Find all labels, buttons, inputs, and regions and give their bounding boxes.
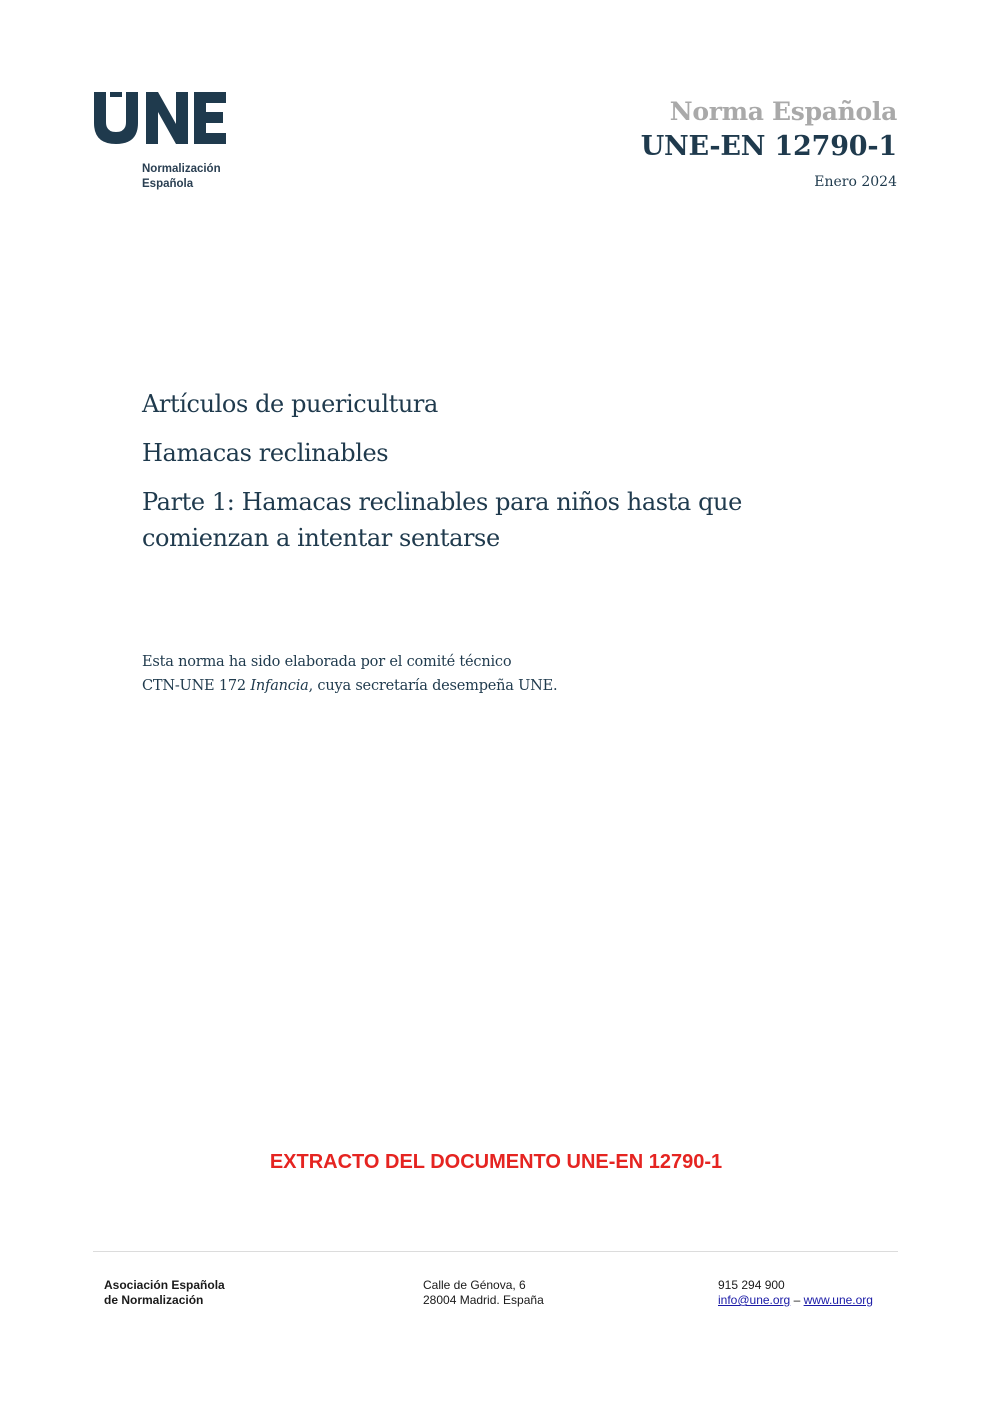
title-part-line2: comienzan a intentar sentarse (142, 524, 500, 552)
committee-line1: Esta norma ha sido elaborada por el comité técnico (142, 654, 512, 670)
title-part (142, 484, 842, 556)
website-link[interactable]: www.une.org (803, 1293, 873, 1307)
title-sub: Hamacas reclinables (142, 439, 389, 467)
footer-address-line2: 28004 Madrid. España (423, 1293, 544, 1307)
committee-name: Infancia (250, 678, 309, 694)
logo-subtitle-line1: Normalización (142, 163, 221, 175)
title-main: Artículos de puericultura (142, 390, 438, 418)
une-logo (92, 88, 242, 190)
title-part-line1: Parte 1: Hamacas reclinables para niños hasta que (142, 488, 742, 516)
logo-subtitle-line2: Española (142, 178, 194, 190)
committee-code: CTN-UNE 172 (142, 678, 246, 694)
norma-label: Norma Española (669, 97, 897, 126)
footer-phone: 915 294 900 (718, 1278, 785, 1292)
footer-org-line1: Asociación Española (104, 1278, 225, 1292)
committee-rest: , cuya secretaría desempeña UNE. (308, 678, 558, 694)
committee-line2 (142, 674, 702, 698)
standard-date: Enero 2024 (814, 174, 897, 190)
document-titles (142, 386, 842, 569)
standard-code: UNE-EN 12790-1 (640, 131, 897, 162)
footer-address (423, 1278, 544, 1308)
extract-notice: EXTRACTO DEL DOCUMENTO UNE-EN 12790-1 (269, 1151, 723, 1173)
footer-organization (104, 1278, 225, 1308)
standard-header (641, 96, 897, 190)
footer-org-line2: de Normalización (104, 1293, 204, 1307)
footer-contact (718, 1278, 873, 1308)
footer-divider (93, 1251, 898, 1252)
committee-statement (142, 650, 702, 698)
une-logo-mark (92, 88, 232, 148)
footer-address-line1: Calle de Génova, 6 (423, 1278, 526, 1292)
email-link[interactable]: info@une.org (718, 1293, 791, 1307)
footer-separator: – (793, 1293, 801, 1307)
footer-links (718, 1293, 873, 1308)
